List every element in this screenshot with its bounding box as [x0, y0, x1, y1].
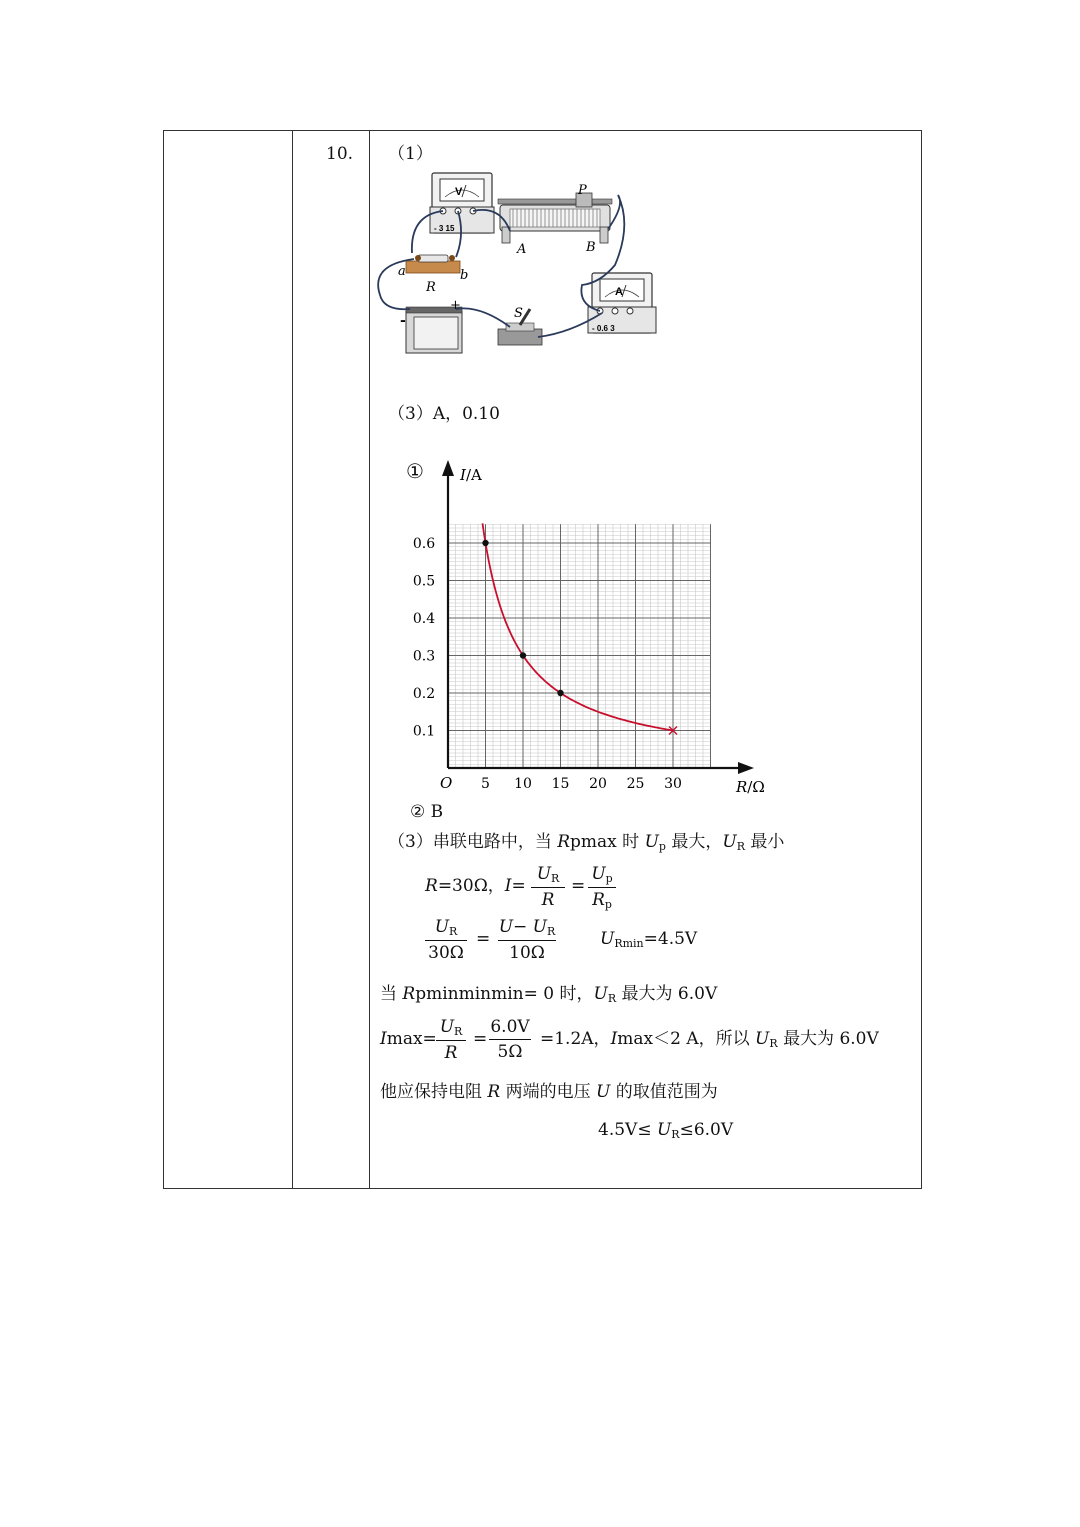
x-axis-label: R/Ω: [736, 778, 765, 796]
data-point: [557, 690, 563, 696]
y-tick-label: 0.4: [412, 611, 436, 627]
fraction-ur-over-r: $U_R$ R: [436, 1019, 466, 1062]
label-R: R: [426, 280, 436, 295]
equals-sign: =: [476, 929, 491, 949]
question-number: 10.: [326, 144, 354, 164]
fraction-ur-over-r: $U_R$ R: [531, 866, 565, 909]
solution-line-6: 他应保持电阻 R 两端的电压 U 的取值范围为: [380, 1082, 718, 1102]
equals-sign: =: [571, 876, 586, 896]
fraction-up-over-rp: $U_p$ $R_p$: [588, 866, 616, 910]
data-point: [482, 540, 488, 546]
part3-answer: （3）A，0.10: [388, 404, 500, 424]
part1-label: （1）: [388, 144, 433, 164]
x-tick-label: 30: [664, 776, 682, 792]
solution-line-2: R=30Ω，I=: [425, 876, 526, 896]
y-tick-label: 0.2: [412, 686, 436, 702]
ammeter-terminals: - 0.6 3: [592, 324, 615, 333]
y-tick-label: 0.3: [412, 648, 436, 665]
urmin-result: $U_{Rmin}=4.5V$: [600, 929, 698, 950]
label-A: A: [517, 242, 527, 257]
y-tick-label: 0.5: [412, 573, 436, 590]
imax-label: Imax=: [380, 1029, 437, 1049]
x-tick-label: 25: [626, 776, 645, 792]
ammeter-symbol: A: [615, 286, 623, 298]
x-tick-label: 5: [481, 776, 490, 792]
label-B: B: [586, 240, 596, 255]
label-P: P: [578, 183, 587, 198]
final-range: $4.5V\le U_R\le 6.0V$: [598, 1120, 734, 1141]
solution-line-4: 当 Rpminminmin= 0 时，$U_R$ 最大为 6.0V: [380, 984, 718, 1005]
fraction-6v-over-5: 6.0V 5Ω: [490, 1017, 530, 1062]
y-axis-label: I/A: [460, 466, 482, 484]
circuit-diagram: [370, 165, 670, 365]
voltmeter-terminals: - 3 15: [434, 224, 455, 233]
label-plus: +: [450, 298, 461, 313]
resistor-R: [406, 255, 460, 273]
equals-sign: =: [473, 1029, 488, 1049]
x-tick-label: 20: [589, 776, 607, 792]
label-b: b: [460, 268, 469, 283]
graph-marker: ①: [406, 459, 424, 483]
label-S: S: [514, 306, 523, 321]
y-tick-label: 0.1: [412, 723, 436, 740]
x-tick-label: 15: [551, 776, 570, 792]
x-tick-label: 10: [514, 776, 532, 792]
answer-2: ② B: [410, 802, 444, 822]
fraction-u-minus-ur-over-10: $U- U_R$ 10Ω: [498, 917, 556, 963]
origin-label: O: [440, 774, 453, 792]
data-point: [520, 652, 526, 658]
column-divider: [292, 131, 293, 1188]
battery: [406, 307, 462, 353]
solution-line-1: （3）串联电路中，当 Rpmax 时 $U_p$ 最大，$U_R$ 最小: [388, 832, 785, 853]
label-minus: -: [400, 313, 406, 329]
ir-graph: [410, 456, 770, 800]
rheostat: [498, 193, 612, 243]
imax-result: =1.2A，Imax＜2 A，所以 $U_R$ 最大为 6.0V: [540, 1029, 879, 1050]
y-tick-label: 0.6: [412, 536, 436, 552]
label-a: a: [398, 264, 406, 279]
voltmeter-symbol: V: [455, 186, 463, 198]
fraction-ur-over-30: $U_R$ 30Ω: [425, 919, 467, 962]
